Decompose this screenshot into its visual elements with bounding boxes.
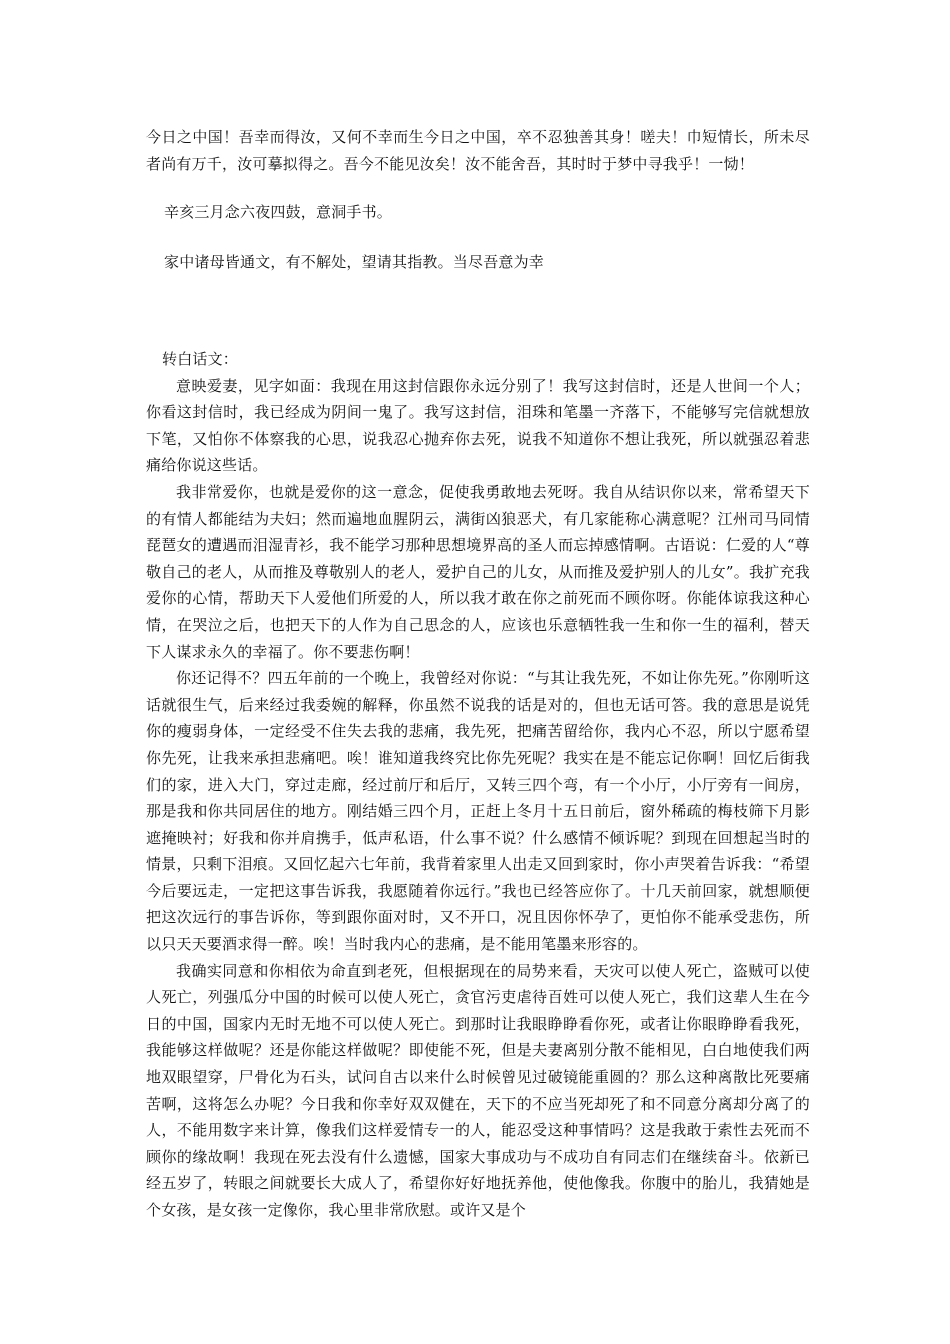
- translation-section: [146, 346, 810, 1224]
- closing-section: [146, 124, 810, 177]
- postscript-line: 家中诸母皆通文，有不解处，望请其指教。当尽吾意为幸: [164, 253, 545, 271]
- signature-section: [146, 199, 810, 226]
- translation-paragraph: 意映爱妻，见字如面：我现在用这封信跟你永远分别了！我写这封信时，还是人世间一个人；你看这封信时，我已经成为阴间一鬼了。我写这封信，泪珠和笔墨一齐落下，不能够写完信就想放下笔，又怕你不体察我的心思，说我忍心抛弃你去死，说我不知道你不想让我死，所以就强忍着悲痛给你说这些话。: [146, 376, 810, 475]
- translation-paragraph: 我确实同意和你相依为命直到老死，但根据现在的局势来看，天灾可以使人死亡，盗贼可以使人死亡，列强瓜分中国的时候可以使人死亡，贪官污吏虐待百姓可以使人死亡，我们这辈人生在今日的中国，国家内无时无地不可以使人死亡。到那时让我眼睁睁看你死，或者让你眼睁睁看我死，我能够这样做呢？还是你能这样做呢？即使能不死，但是夫妻离别分散不能相见，白白地使我们两地双眼望穿，尸骨化为石头，试问自古以来什么时候曾见过破镜能重圆的？那么这种离散比死要痛苦啊，这将怎么办呢？今日我和你幸好双双健在，天下的不应当死却死了和不同意分离却分离了的人，不能用数字来计算，像我们这样爱情专一的人，能忍受这种事情吗？这是我敢于索性去死而不顾你的缘故啊！我现在死去没有什么遗憾，国家大事成功与不成功自有同志们在继续奋斗。依新已经五岁了，转眼之间就要长大成人了，希望你好好地抚养他，使他像我。你腹中的胎儿，我猜她是个女孩，是女孩一定像你，我心里非常欣慰。或许又是个: [146, 961, 810, 1219]
- signature-line: 辛亥三月念六夜四鼓，意洞手书。: [164, 203, 393, 221]
- translation-paragraph: 你还记得不？四五年前的一个晚上，我曾经对你说：“与其让我先死，不如让你先死。”你刚听这话就很生气，后来经过我委婉的解释，你虽然不说我的话是对的，但也无话可答。我的意思是说凭你的瘦弱身体，一定经受不住失去我的悲痛，我先死，把痛苦留给你，我内心不忍，所以宁愿希望你先死，让我来承担悲痛吧。唉！谁知道我终究比你先死呢？我实在是不能忘记你啊！回忆后街我们的家，进入大门，穿过走廊，经过前厅和后厅，又转三四个弯，有一个小厅，小厅旁有一间房，那是我和你共同居住的地方。刚结婚三四个月，正赶上冬月十五日前后，窗外稀疏的梅枝筛下月影遮掩映衬；好我和你并肩携手，低声私语，什么事不说？什么感情不倾诉呢？到现在回想起当时的情景，只剩下泪痕。又回忆起六七年前，我背着家里人出走又回到家时，你小声哭着告诉我：“希望今后要远走，一定把这事告诉我，我愿随着你远行。”我也已经答应你了。十几天前回家，就想顺便把这次远行的事告诉你，等到跟你面对时，又不开口，况且因你怀孕了，更怕你不能承受悲伤，所以只天天要酒求得一醉。唉！当时我内心的悲痛，是不能用笔墨来形容的。: [146, 669, 810, 954]
- translation-paragraph: 我非常爱你，也就是爱你的这一意念，促使我勇敢地去死呀。我自从结识你以来，常希望天下的有情人都能结为夫妇；然而遍地血腥阴云，满街凶狼恶犬，有几家能称心满意呢？江州司马同情琵琶女的遭遇而泪湿青衫，我不能学习那种思想境界高的圣人而忘掉感情啊。古语说：仁爱的人“尊敬自己的老人，从而推及尊敬别人的老人，爱护自己的儿女，从而推及爱护别人的儿女”。我扩充我爱你的心情，帮助天下人爱他们所爱的人，所以我才敢在你之前死而不顾你呀。你能体谅我这种心情，在哭泣之后，也把天下的人作为自己思念的人，应该也乐意牺牲我一生和你一生的福利，替天下人谋求永久的幸福了。你不要悲伤啊！: [146, 482, 810, 661]
- translation-heading: 转白话文：: [162, 350, 239, 368]
- postscript-section: [146, 249, 810, 276]
- closing-paragraph: 今日之中国！吾幸而得汝，又何不幸而生今日之中国，卒不忍独善其身！嗟夫！巾短情长，所未尽者尚有万千，汝可摹拟得之。吾今不能见汝矣！汝不能舍吾，其时时于梦中寻我乎！一恸！: [146, 128, 810, 173]
